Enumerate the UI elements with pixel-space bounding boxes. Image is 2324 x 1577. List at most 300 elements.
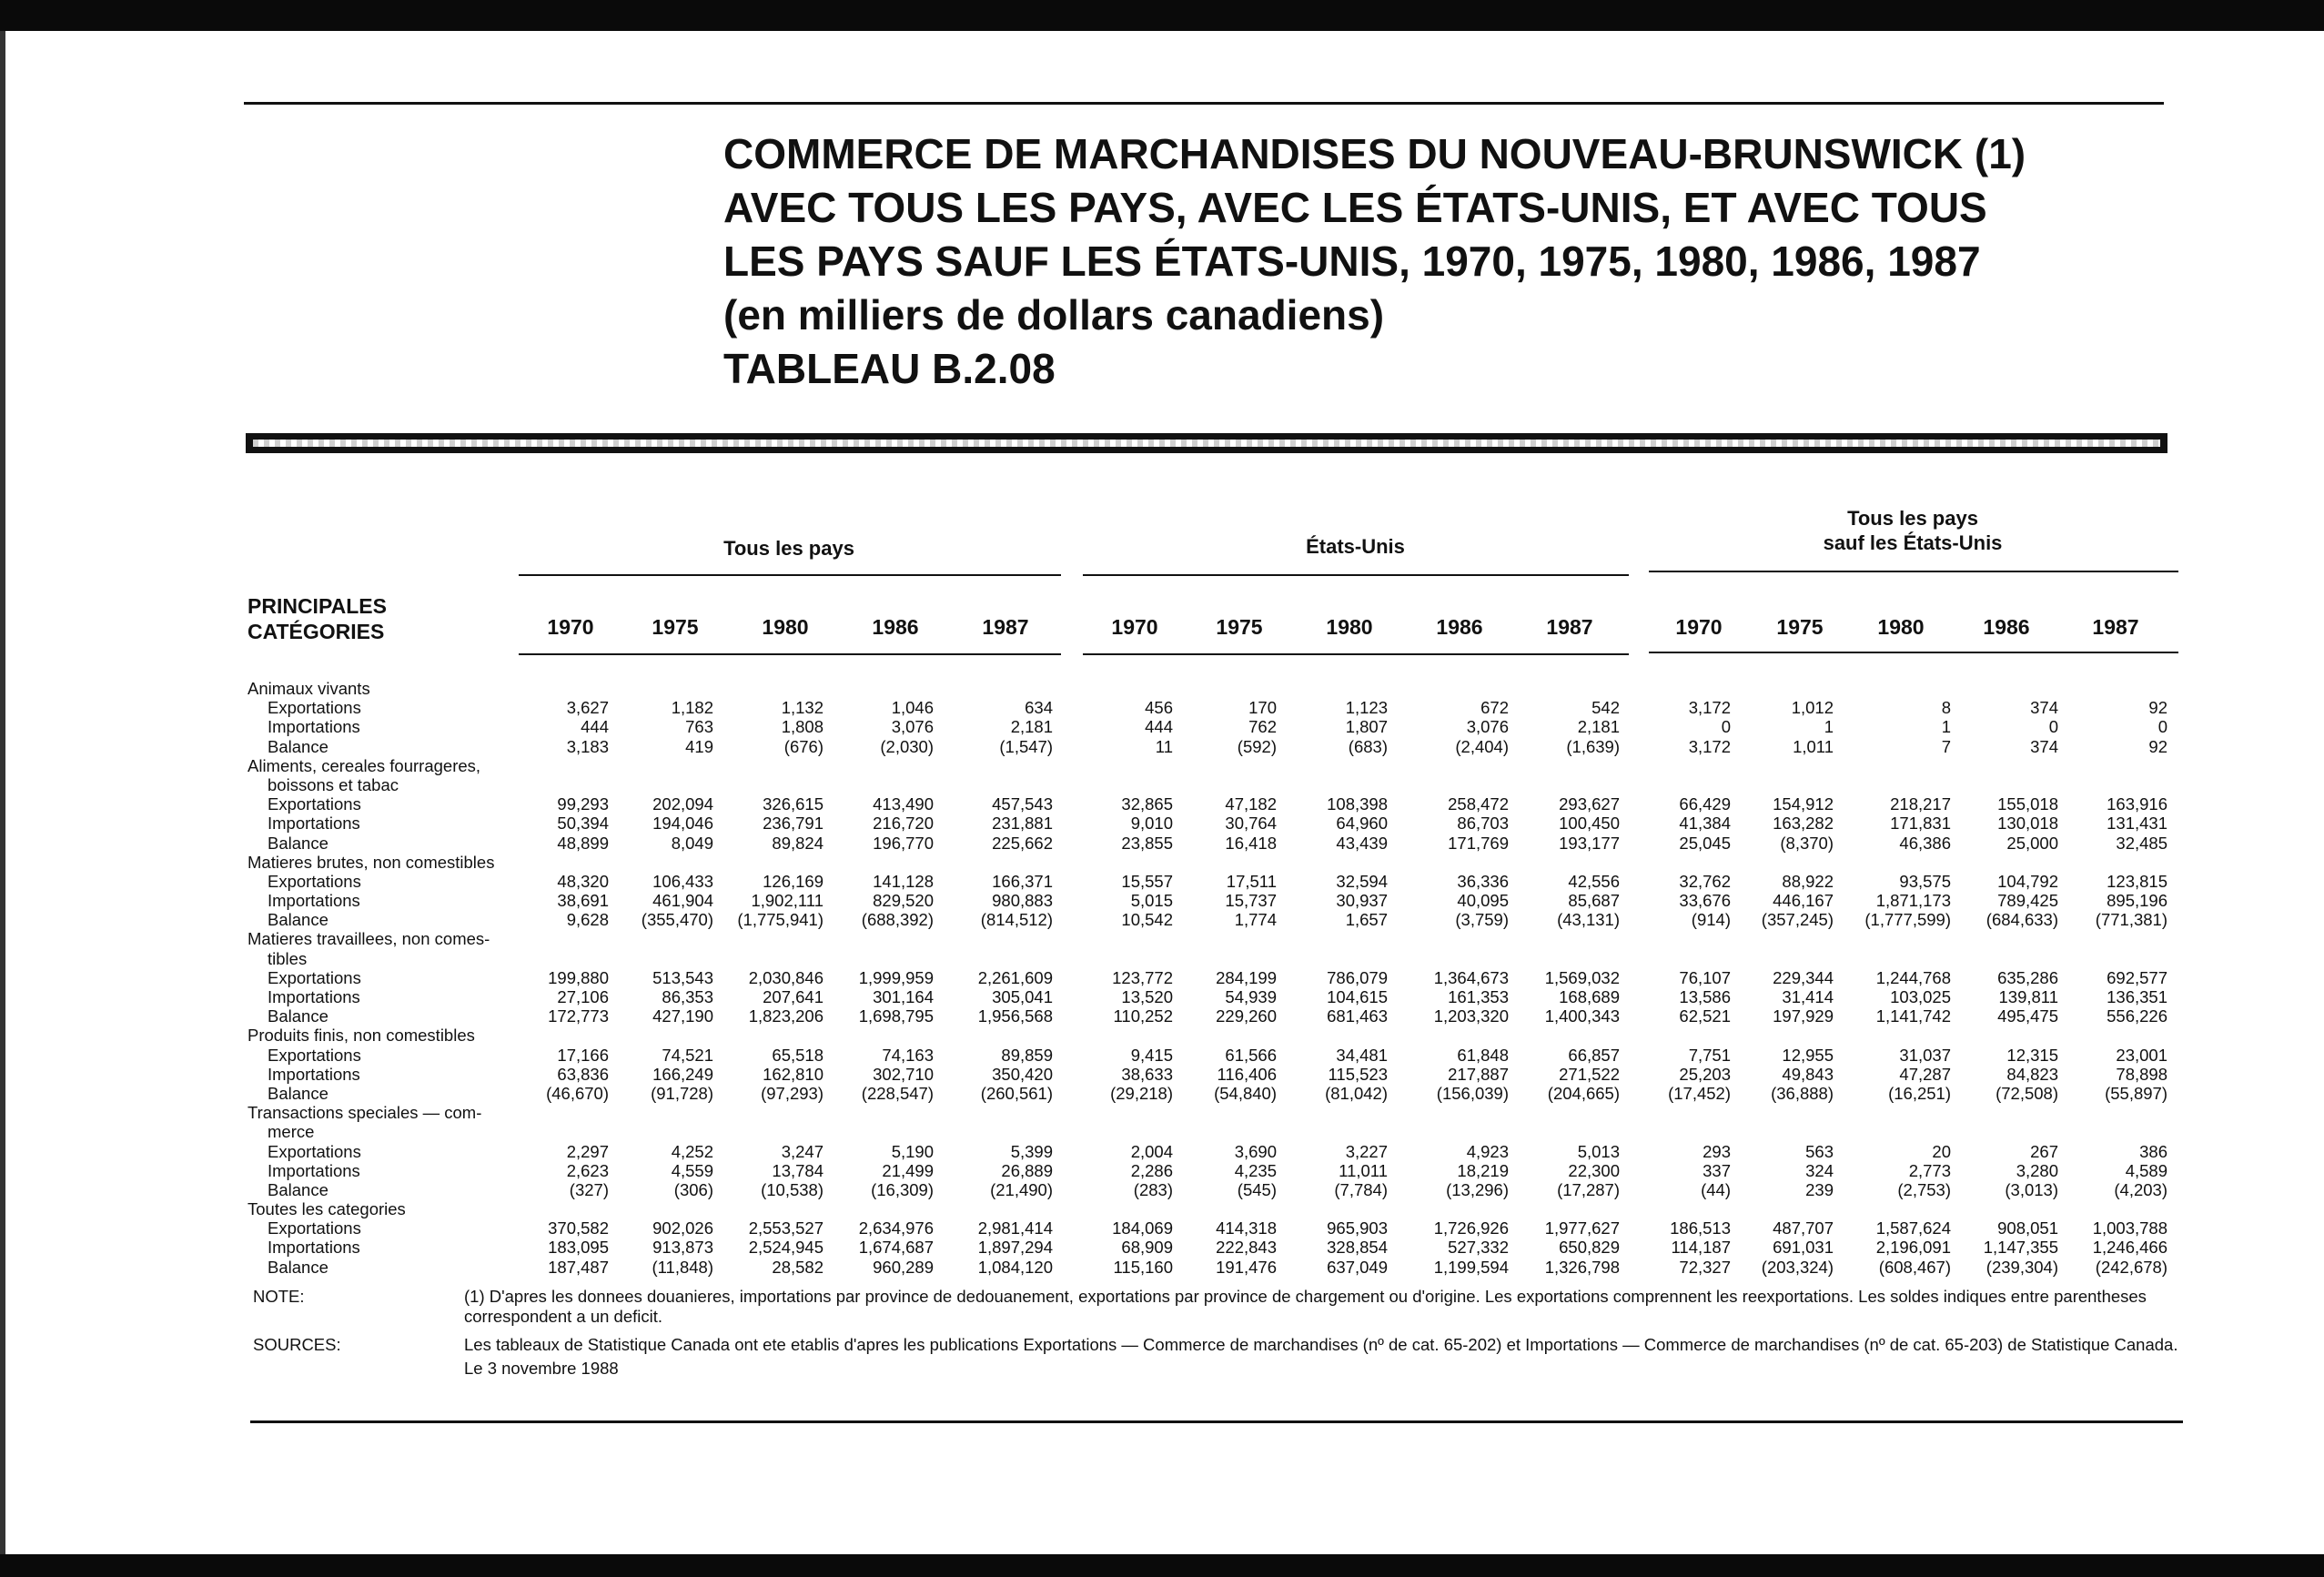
table-cell: 1,897,294 — [977, 1238, 1053, 1258]
table-cell: 2,623 — [566, 1160, 609, 1180]
row-label: Importations — [268, 1238, 360, 1258]
table-cell: 672 — [1480, 698, 1509, 718]
table-cell: 444 — [581, 717, 609, 737]
category-label: merce — [268, 1122, 315, 1142]
table-cell: 1,246,466 — [2092, 1238, 2167, 1258]
table-cell: 1,084,120 — [977, 1257, 1053, 1277]
table-cell: (29,218) — [1110, 1083, 1173, 1103]
table-cell: 374 — [2030, 736, 2058, 756]
table-cell: 1,132 — [781, 698, 824, 718]
table-cell: 50,394 — [557, 814, 609, 834]
table-row — [248, 775, 2186, 794]
table-row — [248, 834, 2186, 853]
table-cell: 222,843 — [1216, 1238, 1277, 1258]
title-line: LES PAYS SAUF LES ÉTATS-UNIS, 1970, 1975, 1980, 1986, 1987 — [723, 238, 1981, 285]
table-cell: 258,472 — [1448, 794, 1509, 814]
table-row — [248, 1046, 2186, 1065]
table-cell: 1,674,687 — [858, 1238, 934, 1258]
table-row — [248, 1258, 2186, 1277]
row-label: Exportations — [268, 698, 361, 718]
table-cell: 74,521 — [662, 1045, 713, 1065]
table-cell: 326,615 — [763, 794, 824, 814]
table-cell: 12,315 — [2006, 1045, 2058, 1065]
table-cell: 374 — [2030, 698, 2058, 718]
table-cell: 301,164 — [873, 987, 934, 1006]
table-cell: 23,855 — [1121, 833, 1173, 853]
table-cell: 1,203,320 — [1433, 1006, 1509, 1026]
table-cell: 1,569,032 — [1544, 967, 1620, 987]
table-cell: 1,902,111 — [751, 891, 824, 911]
table-cell: (11,848) — [652, 1257, 713, 1277]
year-header: 1986 — [1436, 615, 1483, 639]
top-rule — [244, 102, 2164, 105]
table-cell: 293 — [1703, 1141, 1731, 1161]
table-cell: 99,293 — [557, 794, 609, 814]
table-cell: 563 — [1805, 1141, 1834, 1161]
table-cell: 11 — [1155, 736, 1173, 756]
note-row — [253, 1287, 2182, 1326]
table-cell: 61,848 — [1457, 1045, 1509, 1065]
year-header: 1970 — [1111, 615, 1158, 639]
row-label: Balance — [268, 1083, 328, 1103]
table-cell: (7,784) — [1334, 1179, 1388, 1199]
table-cell: 1 — [1824, 717, 1834, 737]
table-cell: 104,615 — [1327, 987, 1388, 1006]
table-cell: 9,628 — [566, 910, 609, 930]
table-cell: (2,030) — [880, 736, 934, 756]
group-rule — [1083, 574, 1629, 576]
table-cell: 908,051 — [1997, 1218, 2058, 1238]
year-header: 1986 — [1983, 615, 2030, 639]
row-label: Balance — [268, 736, 328, 756]
table-cell: 3,247 — [781, 1141, 824, 1161]
table-cell: 495,475 — [1997, 1006, 2058, 1026]
table-cell: 48,320 — [557, 871, 609, 891]
table-cell: 114,187 — [1671, 1238, 1731, 1258]
year-header: 1986 — [872, 615, 919, 639]
table-cell: 31,037 — [1899, 1045, 1951, 1065]
table-cell: 293,627 — [1559, 794, 1620, 814]
table-cell: 54,939 — [1225, 987, 1277, 1006]
table-cell: 171,769 — [1448, 833, 1509, 853]
table-cell: 11,011 — [1339, 1160, 1388, 1180]
scan-border-top — [0, 0, 2324, 31]
table-cell: 1,726,926 — [1433, 1218, 1509, 1238]
table-cell: 172,773 — [548, 1006, 609, 1026]
title-line: AVEC TOUS LES PAYS, AVEC LES ÉTATS-UNIS, ET AVEC TOUS — [723, 184, 1987, 231]
table-cell: 17,166 — [557, 1045, 609, 1065]
table-cell: 16,418 — [1225, 833, 1277, 853]
table-cell: 556,226 — [2107, 1006, 2167, 1026]
table-cell: (683) — [1348, 736, 1388, 756]
table-cell: 85,687 — [1568, 891, 1620, 911]
table-cell: (1,547) — [999, 736, 1053, 756]
category-label: Transactions speciales — com- — [248, 1103, 482, 1123]
row-label: Balance — [268, 1006, 328, 1026]
table-cell: (355,470) — [641, 910, 713, 930]
table-cell: 168,689 — [1559, 987, 1620, 1006]
row-label: Balance — [268, 1257, 328, 1277]
row-label: Importations — [268, 1064, 360, 1084]
table-cell: (814,512) — [980, 910, 1053, 930]
table-cell: (4,203) — [2114, 1179, 2167, 1199]
table-cell: 9,415 — [1130, 1045, 1173, 1065]
document-title — [723, 127, 2198, 396]
table-cell: 350,420 — [992, 1064, 1053, 1084]
table-cell: 139,811 — [1998, 987, 2058, 1006]
table-cell: 3,280 — [2016, 1160, 2058, 1180]
table-cell: 1,977,627 — [1544, 1218, 1620, 1238]
table-cell: 8,049 — [671, 833, 713, 853]
table-cell: (16,251) — [1888, 1083, 1951, 1103]
table-cell: 2,634,976 — [858, 1218, 934, 1238]
scan-border-left — [0, 31, 5, 1554]
row-label: Importations — [268, 1160, 360, 1180]
table-cell: 5,399 — [1010, 1141, 1053, 1161]
table-cell: 419 — [685, 736, 713, 756]
table-cell: 171,831 — [1890, 814, 1951, 834]
table-cell: 2,181 — [1577, 717, 1620, 737]
row-label: Importations — [268, 891, 360, 911]
table-cell: (16,309) — [871, 1179, 934, 1199]
table-cell: 980,883 — [992, 891, 1053, 911]
year-header: 1980 — [1326, 615, 1373, 639]
table-cell: 163,916 — [2107, 794, 2167, 814]
table-cell: 136,351 — [2107, 987, 2167, 1006]
table-cell: (10,538) — [761, 1179, 824, 1199]
table-row — [248, 679, 2186, 698]
table-cell: 2,196,091 — [1875, 1238, 1951, 1258]
table-cell: 123,772 — [1112, 967, 1173, 987]
table-cell: 41,384 — [1679, 814, 1731, 834]
table-cell: 2,286 — [1130, 1160, 1173, 1180]
table-cell: 32,594 — [1336, 871, 1388, 891]
group-heading-all-except-usa — [1649, 506, 2177, 555]
table-row — [248, 794, 2186, 814]
notes-section — [253, 1287, 2182, 1378]
table-row — [248, 814, 2186, 833]
group-heading-line: Tous les pays — [723, 537, 854, 560]
sources-label: SOURCES: — [253, 1335, 341, 1354]
table-row — [248, 853, 2186, 872]
table-cell: (81,042) — [1325, 1083, 1388, 1103]
row-label: Balance — [268, 1179, 328, 1199]
table-cell: (21,490) — [990, 1179, 1053, 1199]
table-cell: 8 — [1941, 698, 1951, 718]
table-cell: 23,001 — [2116, 1045, 2167, 1065]
table-cell: 170 — [1248, 698, 1277, 718]
table-cell: 89,824 — [772, 833, 824, 853]
table-cell: 15,557 — [1121, 871, 1173, 891]
table-cell: 68,909 — [1121, 1238, 1173, 1258]
table-row — [248, 1084, 2186, 1103]
table-cell: (36,888) — [1771, 1083, 1834, 1103]
table-cell: 427,190 — [652, 1006, 713, 1026]
table-cell: 965,903 — [1327, 1218, 1388, 1238]
table-cell: 637,049 — [1327, 1257, 1388, 1277]
table-cell: (46,670) — [546, 1083, 609, 1103]
table-cell: (55,897) — [2105, 1083, 2167, 1103]
table-cell: 21,499 — [882, 1160, 934, 1180]
table-cell: (1,775,941) — [737, 910, 824, 930]
table-cell: 457,543 — [992, 794, 1053, 814]
year-header: 1970 — [547, 615, 594, 639]
group-heading-usa — [1085, 534, 1626, 559]
note-text: (1) D'apres les donnees douanieres, importations par province de dedouanement, exportations par province de chargement ou d'origine. Les exportations comprennent les reexportations. Les soldes indiques entre parentheses correspondent a un deficit. — [464, 1287, 2147, 1326]
table-cell: 7,751 — [1688, 1045, 1731, 1065]
table-cell: 1,823,206 — [748, 1006, 824, 1026]
table-cell: (608,467) — [1878, 1257, 1951, 1277]
table-cell: 1,012 — [1791, 698, 1834, 718]
table-cell: 337 — [1703, 1160, 1731, 1180]
table-cell: 88,922 — [1782, 871, 1834, 891]
table-row — [248, 987, 2186, 1006]
table-cell: (3,759) — [1455, 910, 1509, 930]
table-cell: 92 — [2148, 736, 2167, 756]
table-cell: 1,326,798 — [1544, 1257, 1620, 1277]
table-cell: 1,698,795 — [858, 1006, 934, 1026]
category-header-line: CATÉGORIES — [248, 620, 385, 643]
table-cell: 28,582 — [772, 1257, 824, 1277]
table-cell: 456 — [1145, 698, 1173, 718]
table-cell: 166,249 — [652, 1064, 713, 1084]
table-cell: 229,344 — [1773, 967, 1834, 987]
table-cell: 217,887 — [1448, 1064, 1509, 1084]
table-cell: (2,404) — [1455, 736, 1509, 756]
table-cell: 74,163 — [882, 1045, 934, 1065]
table-cell: 691,031 — [1773, 1238, 1834, 1258]
table-cell: 4,252 — [671, 1141, 713, 1161]
table-cell: 2,030,846 — [748, 967, 824, 987]
table-cell: 196,770 — [873, 833, 934, 853]
document-date: Le 3 novembre 1988 — [464, 1358, 619, 1378]
table-cell: (3,013) — [2005, 1179, 2058, 1199]
table-cell: 202,094 — [652, 794, 713, 814]
table-cell: 93,575 — [1899, 871, 1951, 891]
table-cell: 1,147,355 — [1983, 1238, 2058, 1258]
table-cell: 0 — [2048, 717, 2058, 737]
table-cell: 116,406 — [1217, 1064, 1277, 1084]
table-cell: (239,304) — [1986, 1257, 2058, 1277]
table-row — [248, 1199, 2186, 1218]
table-cell: 161,353 — [1448, 987, 1509, 1006]
table-cell: 302,710 — [873, 1064, 934, 1084]
table-cell: 17,511 — [1226, 871, 1277, 891]
table-cell: (306) — [673, 1179, 713, 1199]
table-cell: 1,244,768 — [1875, 967, 1951, 987]
table-cell: 1,774 — [1234, 910, 1277, 930]
table-cell: 166,371 — [992, 871, 1053, 891]
table-cell: 229,260 — [1216, 1006, 1277, 1026]
table-cell: 72,327 — [1679, 1257, 1731, 1277]
table-cell: (17,287) — [1557, 1179, 1620, 1199]
table-row — [248, 1180, 2186, 1199]
table-cell: 1,999,959 — [858, 967, 934, 987]
table-cell: 47,287 — [1899, 1064, 1951, 1084]
table-cell: 960,289 — [873, 1257, 934, 1277]
table-row — [248, 1026, 2186, 1045]
table-cell: (545) — [1237, 1179, 1277, 1199]
row-label: Importations — [268, 717, 360, 737]
category-label: Matieres travaillees, non comes- — [248, 929, 490, 949]
table-cell: 162,810 — [763, 1064, 824, 1084]
row-label: Exportations — [268, 1141, 361, 1161]
row-label: Exportations — [268, 967, 361, 987]
table-cell: 13,784 — [772, 1160, 824, 1180]
table-cell: 913,873 — [652, 1238, 713, 1258]
table-cell: 4,589 — [2125, 1160, 2167, 1180]
table-cell: (327) — [569, 1179, 609, 1199]
table-row — [248, 1142, 2186, 1161]
table-cell: 62,521 — [1679, 1006, 1731, 1026]
table-cell: 1,003,788 — [2092, 1218, 2167, 1238]
table-cell: (72,508) — [1996, 1083, 2058, 1103]
sources-row — [253, 1335, 2182, 1355]
scan-border-bottom — [0, 1554, 2324, 1577]
trade-table-body — [248, 679, 2186, 1277]
table-cell: 3,076 — [891, 717, 934, 737]
table-cell: 63,836 — [557, 1064, 609, 1084]
year-header: 1975 — [652, 615, 699, 639]
year-header: 1980 — [1877, 615, 1925, 639]
table-cell: 786,079 — [1327, 967, 1388, 987]
table-cell: 43,439 — [1336, 833, 1388, 853]
table-cell: 163,282 — [1773, 814, 1834, 834]
note-label: NOTE: — [253, 1287, 305, 1306]
table-cell: 7 — [1941, 736, 1951, 756]
table-cell: 650,829 — [1559, 1238, 1620, 1258]
table-cell: 305,041 — [992, 987, 1053, 1006]
table-cell: 191,476 — [1216, 1257, 1277, 1277]
table-cell: 187,487 — [548, 1257, 609, 1277]
table-cell: (1,777,599) — [1864, 910, 1951, 930]
table-cell: 5,015 — [1130, 891, 1173, 911]
group-heading-line: sauf les États-Unis — [1823, 531, 2003, 554]
table-cell: 108,398 — [1327, 794, 1388, 814]
table-cell: 126,169 — [763, 871, 824, 891]
row-label: Exportations — [268, 794, 361, 814]
table-cell: 692,577 — [2107, 967, 2167, 987]
row-label: Balance — [268, 910, 328, 930]
table-cell: (97,293) — [761, 1083, 824, 1103]
table-cell: 86,703 — [1457, 814, 1509, 834]
table-cell: 2,261,609 — [977, 967, 1053, 987]
year-header: 1987 — [2092, 615, 2139, 639]
table-cell: 47,182 — [1225, 794, 1277, 814]
table-cell: 1,199,594 — [1433, 1257, 1509, 1277]
table-cell: 2,773 — [1908, 1160, 1951, 1180]
table-cell: (676) — [783, 736, 824, 756]
table-cell: 76,107 — [1679, 967, 1731, 987]
table-cell: 527,332 — [1448, 1238, 1509, 1258]
table-cell: 386 — [2139, 1141, 2167, 1161]
table-cell: 239 — [1805, 1179, 1834, 1199]
table-cell: 1,657 — [1345, 910, 1388, 930]
table-cell: 895,196 — [2107, 891, 2167, 911]
table-cell: 2,981,414 — [977, 1218, 1053, 1238]
table-row — [248, 1065, 2186, 1084]
table-cell: 1,182 — [671, 698, 713, 718]
table-cell: 78,898 — [2116, 1064, 2167, 1084]
table-cell: 4,235 — [1234, 1160, 1277, 1180]
group-heading-line: Tous les pays — [1847, 507, 1978, 530]
table-cell: 542 — [1591, 698, 1620, 718]
table-cell: 32,762 — [1679, 871, 1731, 891]
table-cell: 154,912 — [1773, 794, 1834, 814]
table-cell: (260,561) — [980, 1083, 1053, 1103]
table-row — [248, 1218, 2186, 1238]
table-cell: 3,690 — [1234, 1141, 1277, 1161]
table-cell: (17,452) — [1668, 1083, 1731, 1103]
table-cell: 216,720 — [873, 814, 934, 834]
table-cell: 30,764 — [1225, 814, 1277, 834]
table-row — [248, 1161, 2186, 1180]
bottom-rule — [250, 1420, 2183, 1423]
table-cell: 414,318 — [1216, 1218, 1277, 1238]
table-cell: 20 — [1932, 1141, 1951, 1161]
table-cell: 3,627 — [566, 698, 609, 718]
table-cell: 236,791 — [763, 814, 824, 834]
table-cell: 38,691 — [557, 891, 609, 911]
table-cell: 1,046 — [891, 698, 934, 718]
table-cell: (228,547) — [861, 1083, 934, 1103]
table-cell: 184,069 — [1112, 1218, 1173, 1238]
table-cell: 22,300 — [1568, 1160, 1620, 1180]
year-header: 1987 — [982, 615, 1029, 639]
table-cell: 0 — [2157, 717, 2167, 737]
table-cell: 61,566 — [1225, 1045, 1277, 1065]
table-cell: 413,490 — [873, 794, 934, 814]
category-label: Matieres brutes, non comestibles — [248, 852, 495, 872]
header-bar-pattern — [253, 440, 2160, 447]
table-cell: 3,227 — [1345, 1141, 1388, 1161]
table-cell: 763 — [685, 717, 713, 737]
table-cell: (8,370) — [1780, 833, 1834, 853]
table-cell: 634 — [1025, 698, 1053, 718]
table-cell: 194,046 — [652, 814, 713, 834]
group-heading-all-countries — [520, 536, 1057, 561]
table-cell: 86,353 — [662, 987, 713, 1006]
table-cell: 1,807 — [1345, 717, 1388, 737]
table-cell: 1 — [1941, 717, 1951, 737]
table-cell: (43,131) — [1557, 910, 1620, 930]
table-cell: 4,559 — [671, 1160, 713, 1180]
table-number: TABLEAU B.2.08 — [723, 345, 1056, 392]
table-cell: 1,587,624 — [1875, 1218, 1951, 1238]
table-row — [248, 1103, 2186, 1122]
table-cell: 46,386 — [1899, 833, 1951, 853]
row-label: Exportations — [268, 871, 361, 891]
table-cell: 42,556 — [1568, 871, 1620, 891]
table-cell: 2,181 — [1010, 717, 1053, 737]
table-cell: 762 — [1248, 717, 1277, 737]
year-header: 1970 — [1675, 615, 1723, 639]
table-cell: 31,414 — [1782, 987, 1834, 1006]
table-cell: 3,172 — [1688, 736, 1731, 756]
year-rule — [1649, 652, 2178, 653]
table-cell: 25,203 — [1679, 1064, 1731, 1084]
table-cell: 13,520 — [1121, 987, 1173, 1006]
year-rule — [1083, 653, 1629, 655]
table-cell: 487,707 — [1773, 1218, 1834, 1238]
table-cell: (54,840) — [1214, 1083, 1277, 1103]
table-cell: (203,324) — [1761, 1257, 1834, 1277]
table-cell: 27,106 — [557, 987, 609, 1006]
group-rule — [1649, 571, 2178, 572]
table-cell: 33,676 — [1679, 891, 1731, 911]
table-cell: (357,245) — [1761, 910, 1834, 930]
table-cell: 183,095 — [548, 1238, 609, 1258]
